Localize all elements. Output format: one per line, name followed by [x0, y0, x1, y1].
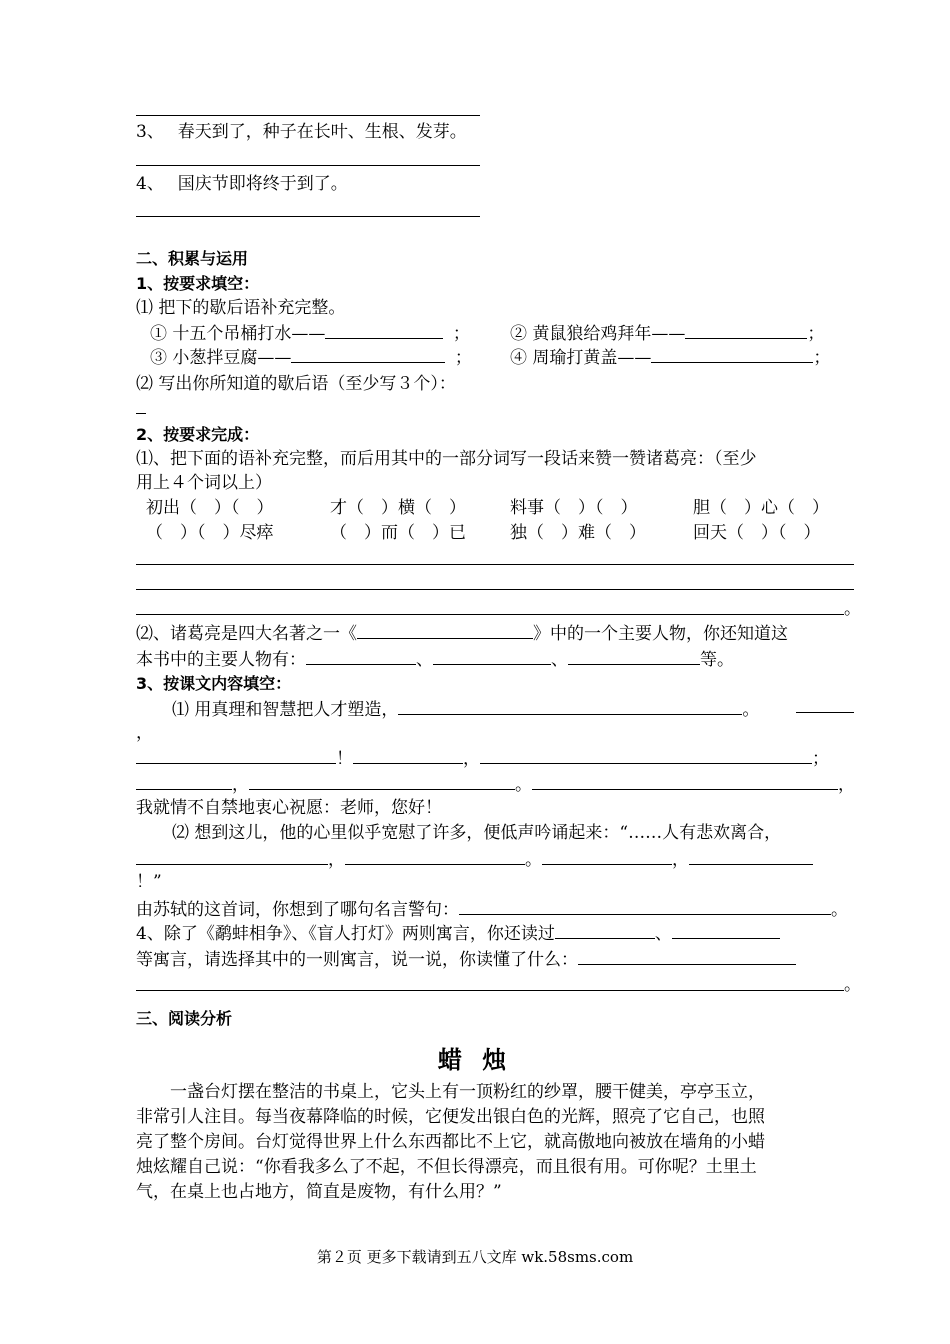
blank[interactable]	[291, 346, 445, 363]
xiehouyu-1: ① 十五个吊桶打水——	[150, 324, 326, 344]
paragraph-line: 非常引人注目。每当夜幕降临的时候，它便发出银白色的光辉，照亮了它自己，也照	[136, 1107, 765, 1127]
semicolon: ；	[452, 324, 470, 344]
paragraph-line: 气，在桌上也占地方，简直是废物，有什么用？”	[136, 1182, 502, 1202]
blank[interactable]	[136, 747, 336, 764]
q2-sub2-b: 》中的一个主要人物，你还知道这	[533, 624, 788, 644]
reading-title: 蜡 烛	[437, 1046, 513, 1074]
dun: 、	[654, 924, 672, 944]
answer-line[interactable]	[136, 216, 480, 217]
section-heading-3: 三、阅读分析	[136, 1009, 233, 1028]
idiom-6[interactable]: （ ）而（ ）已	[330, 523, 466, 543]
blank[interactable]	[136, 848, 328, 865]
period: 。	[831, 900, 848, 920]
period: 。	[525, 850, 542, 870]
answer-line[interactable]	[136, 564, 854, 565]
comma: ，	[672, 850, 689, 870]
q3-motto-text: 由苏轼的这首词，你想到了哪句名言警句：	[136, 900, 459, 920]
paragraph-line: 烛炫耀自己说：“你看我多么了不起，不但长得漂亮，而且很有用。可你呢？土里土	[136, 1157, 757, 1177]
dun: 、	[551, 650, 568, 670]
q1-sub1: ⑴ 把下的歇后语补充完整。	[136, 298, 346, 318]
idiom-3[interactable]: 料事（ ）（ ）	[510, 498, 638, 518]
page-footer: 第２页 更多下载请到五八文库 wk.58sms.com	[316, 1248, 634, 1266]
q4-line1	[136, 922, 780, 945]
period: 。	[844, 975, 861, 995]
excl: ！	[336, 749, 353, 769]
blank[interactable]	[542, 848, 672, 865]
blank[interactable]	[685, 322, 807, 339]
xiehouyu-4: ④ 周瑜打黄盖——	[510, 348, 652, 368]
paragraph-line: 亮了整个房间。台灯觉得世界上什么东西都比不上它，就高傲地向被放在墙角的小蜡	[136, 1132, 765, 1152]
blank[interactable]	[689, 848, 813, 865]
blank[interactable]	[532, 773, 838, 790]
semicolon: ；	[807, 324, 825, 344]
blank[interactable]	[325, 322, 443, 339]
paragraph-line: 一盏台灯摆在整洁的书桌上，它头上有一顶粉红的纱罩，腰干健美，亭亭玉立，	[136, 1082, 765, 1102]
q2-sub2-line1	[136, 622, 788, 645]
xiehouyu-2: ② 黄鼠狼给鸡拜年——	[510, 324, 686, 344]
xiehouyu-row-1b	[510, 322, 824, 345]
xiehouyu-3: ③ 小葱拌豆腐——	[150, 348, 292, 368]
idiom-2[interactable]: 才（ ）横（ ）	[330, 498, 466, 518]
answer-line[interactable]	[136, 165, 480, 166]
semicolon: ；	[812, 749, 829, 769]
period: 。	[742, 700, 760, 720]
idiom-1[interactable]: 初出（ ）（ ）	[146, 498, 274, 518]
answer-line[interactable]	[136, 614, 844, 615]
comma: ，	[232, 775, 249, 795]
blank[interactable]	[555, 922, 655, 939]
q2-sub2-a: ⑵、诸葛亮是四大名著之一《	[136, 624, 357, 644]
character-blank[interactable]	[433, 648, 551, 665]
blank[interactable]	[480, 747, 812, 764]
q2-sub2-line2	[136, 648, 734, 671]
blank[interactable]	[651, 346, 813, 363]
q3-poem-line1	[136, 747, 829, 770]
blank[interactable]	[459, 898, 831, 915]
q3-motto	[136, 898, 848, 921]
idiom-7[interactable]: 独（ ）难（ ）	[510, 523, 646, 543]
q3-sub2: ⑵ 想到这儿，他的心里似乎宽慰了许多，便低声吟诵起来：“……人有悲欢离合，	[172, 823, 782, 843]
q4-text-1: 4、除了《鹬蚌相争》、《盲人打灯》两则寓言，你还读过	[136, 924, 555, 944]
semicolon: ；	[813, 348, 831, 368]
q3-sub1	[172, 698, 759, 721]
period: 。	[844, 599, 861, 619]
character-blank[interactable]	[306, 648, 416, 665]
comma: ，	[136, 723, 153, 743]
idiom-8[interactable]: 回天（ ）（ ）	[693, 523, 821, 543]
blank[interactable]	[578, 948, 796, 965]
q2-sub1-line1: ⑴、把下面的语补充完整，而后用其中的一部分词写一段话来赞一赞诸葛亮：（至少	[136, 449, 757, 469]
q2-sub1-line2: 用上４个词以上）	[136, 473, 272, 493]
q3-sub1-text: ⑴ 用真理和智慧把人才塑造，	[172, 700, 399, 720]
period: 。	[515, 775, 532, 795]
q3-heading: 3、按课文内容填空：	[136, 674, 292, 693]
blank[interactable]	[353, 747, 463, 764]
semicolon: ；	[454, 348, 472, 368]
comma: ，	[463, 749, 480, 769]
answer-line[interactable]	[136, 115, 480, 116]
book-title-blank[interactable]	[357, 622, 533, 639]
deng: 等。	[700, 650, 734, 670]
blank[interactable]	[249, 773, 515, 790]
answer-line[interactable]	[796, 712, 854, 713]
idiom-4[interactable]: 胆（ ）心（ ）	[693, 498, 829, 518]
comma: ，	[328, 850, 345, 870]
xiehouyu-row-1	[150, 322, 470, 345]
character-blank[interactable]	[568, 648, 700, 665]
q3-poem-line2	[136, 773, 855, 796]
blank[interactable]	[136, 773, 232, 790]
q1-sub2: ⑵ 写出你所知道的歇后语（至少写３个）：	[136, 374, 456, 394]
blank[interactable]	[672, 922, 780, 939]
answer-line[interactable]	[136, 589, 854, 590]
close-quote: ！”	[136, 872, 162, 892]
sentence-4: 4、 国庆节即将终于到了。	[136, 174, 348, 194]
q4-line2	[136, 948, 796, 971]
section-heading-2: 二、积累与运用	[136, 249, 249, 268]
xiehouyu-row-2	[150, 346, 472, 369]
comma: ，	[838, 775, 855, 795]
q1-heading: 1、按要求填空：	[136, 274, 260, 293]
q3-ci-line	[136, 848, 813, 871]
answer-line[interactable]	[136, 990, 844, 991]
q2-sub2-c: 本书中的主要人物有：	[136, 650, 306, 670]
dun: 、	[416, 650, 433, 670]
q4-text-2: 等寓言，请选择其中的一则寓言，说一说，你读懂了什么：	[136, 950, 578, 970]
idiom-5[interactable]: （ ）（ ）尽瘁	[146, 523, 274, 543]
sentence-3: 3、 春天到了，种子在长叶、生根、发芽。	[136, 122, 467, 142]
answer-line[interactable]	[136, 413, 146, 414]
q3-wish: 我就情不自禁地衷心祝愿：老师，您好！	[136, 798, 442, 818]
q2-heading: 2、按要求完成：	[136, 425, 260, 444]
xiehouyu-row-2b	[510, 346, 830, 369]
blank[interactable]	[345, 848, 525, 865]
blank[interactable]	[398, 698, 742, 715]
